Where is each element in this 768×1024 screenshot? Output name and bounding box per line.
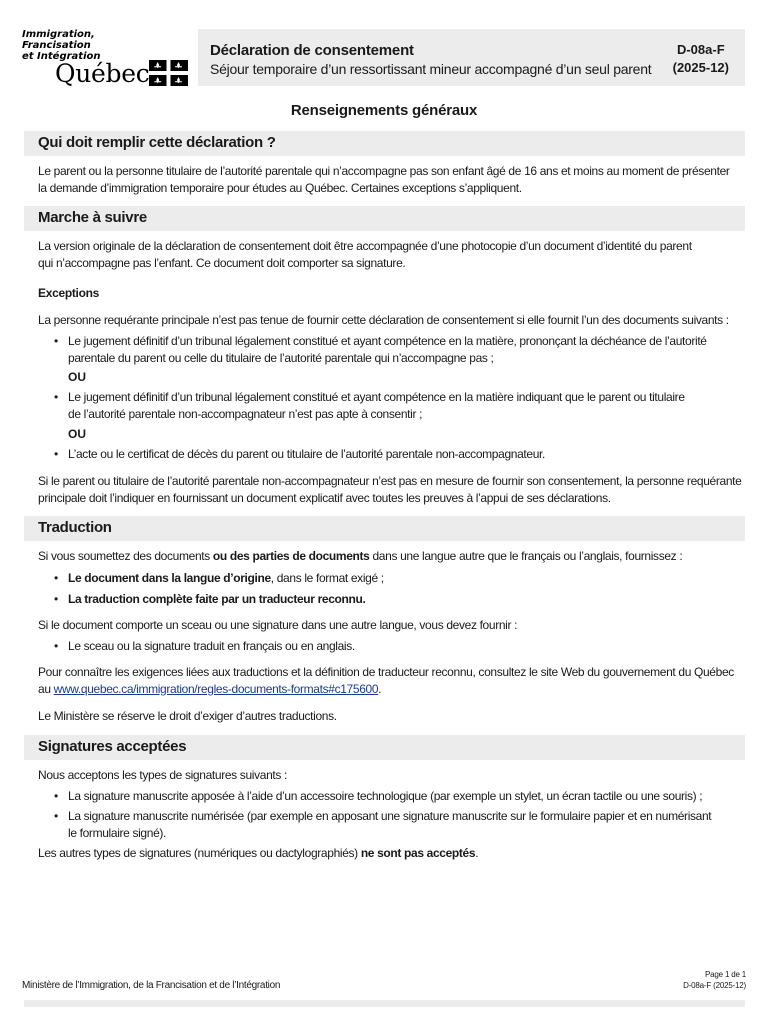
steps-paragraph: La version originale de la déclaration de consentement doit être accompagnée d’une photocopie d’un document d’identité du parent qui n’accompagne pas l’enfant. Ce document doit comporter sa signature.	[38, 239, 692, 270]
footer-page-info	[683, 969, 746, 991]
fleurdelise-flag-icon	[149, 60, 188, 86]
or-label: OU	[68, 427, 86, 441]
seal-intro: Si le document comporte un sceau ou une signature dans une autre langue, vous devez fournir :	[38, 618, 518, 632]
exceptions-intro: La personne requérante principale n’est pas tenue de fournir cette déclaration de consentement si elle fournit l’un des documents suivants :	[38, 313, 729, 327]
translation-item-2: La traduction complète faite par un traducteur reconnu.	[68, 592, 366, 606]
exception-item-1: Le jugement définitif d’un tribunal légalement constitué et ayant compétence en la matière, prononçant la déchéance de l’autorité parentale du parent ou celle du titulaire de l’autorité parentale qui n’accompagne pas ;	[68, 334, 707, 365]
signatures-closing: Les autres types de signatures (numériques ou dactylographiés) ne sont pas acceptés.	[38, 846, 479, 860]
or-label: OU	[68, 370, 86, 384]
footer-ministry-name: Ministère de l’Immigration, de la Francisation et de l’Intégration	[22, 980, 281, 991]
section-signatures-heading: Signatures acceptées	[24, 735, 745, 760]
signature-item-2: La signature manuscrite numérisée (par exemple en apposant une signature manuscrite sur le formulaire papier et en numérisant le formulaire signé).	[68, 809, 712, 840]
bullet-icon: •	[54, 639, 59, 653]
bullet-icon: •	[54, 334, 59, 348]
translation-requirements: Pour connaître les exigences liées aux traductions et la définition de traducteur reconnu, consultez le site Web du gouvernement du Québec au www.quebec.ca/immigration/regles-documents-formats#c175600.	[38, 665, 734, 696]
ministry-reserve-text: Le Ministère se réserve le droit d’exiger d’autres traductions.	[38, 709, 337, 723]
translation-intro: Si vous soumettez des documents ou des parties de documents dans une langue autre que le français ou l’anglais, fournissez :	[38, 549, 683, 563]
bullet-icon: •	[54, 447, 59, 461]
footer-form-code: D-08a-F (2025-12)	[683, 981, 746, 990]
exceptions-heading: Exceptions	[38, 286, 100, 300]
exception-item-3: L’acte ou le certificat de décès du parent ou titulaire de l’autorité parentale non-accompagnateur.	[68, 447, 546, 461]
form-code: D-08a-F (2025-12)	[672, 42, 729, 75]
bullet-icon: •	[54, 571, 59, 585]
main-heading: Renseignements généraux	[290, 102, 478, 119]
bullet-icon: •	[54, 789, 59, 803]
header-title-band	[198, 29, 745, 86]
logo-quebec-wordmark: Québec	[55, 59, 150, 88]
document-subtitle: Séjour temporaire d’un ressortissant mineur accompagné d’un seul parent	[210, 61, 652, 77]
section-translation-heading: Traduction	[24, 516, 745, 541]
bullet-icon: •	[54, 592, 59, 606]
bullet-icon: •	[54, 809, 59, 823]
exception-item-2: Le jugement définitif d’un tribunal légalement constitué et ayant compétence en la matière indiquant que le parent ou titulaire de l’autorité parentale non-accompagnateur n’est pas apte à consentir ;	[68, 390, 685, 421]
page-number: Page 1 de 1	[705, 970, 746, 979]
footer-band	[24, 1000, 745, 1007]
translation-item-1: Le document dans la langue d’origine, dans le format exigé ;	[68, 571, 384, 585]
steps-closing-paragraph: Si le parent ou titulaire de l’autorité parentale non-accompagnateur n’est pas en mesure de fournir son consentement, la personne requérante principale doit l’indiquer en fournissant un document explicatif avec toutes les preuves à l’appui de ses déclarations.	[38, 474, 742, 505]
page-header	[0, 0, 768, 90]
bullet-icon: •	[54, 390, 59, 404]
seal-item: Le sceau ou la signature traduit en français ou en anglais.	[68, 639, 355, 653]
who-paragraph: Le parent ou la personne titulaire de l’autorité parentale qui n’accompagne pas son enfant âgé de 16 ans et moins au moment de présenter la demande d’immigration temporaire pour études au Québec. Certaines exceptions s’appliquent.	[38, 164, 730, 195]
section-steps-heading: Marche à suivre	[24, 206, 745, 231]
section-who-heading: Qui doit remplir cette déclaration ?	[24, 131, 745, 156]
logo-ministry-name: Immigration, Francisation et Intégration	[22, 29, 101, 62]
translation-rules-link[interactable]: www.quebec.ca/immigration/regles-documents-formats#c175600	[53, 681, 379, 696]
signature-item-1: La signature manuscrite apposée à l’aide d’un accessoire technologique (par exemple un stylet, un écran tactile ou une souris) ;	[68, 789, 703, 803]
quebec-logo	[22, 29, 197, 91]
document-title: Déclaration de consentement	[210, 42, 414, 59]
signatures-intro: Nous acceptons les types de signatures suivants :	[38, 768, 287, 782]
